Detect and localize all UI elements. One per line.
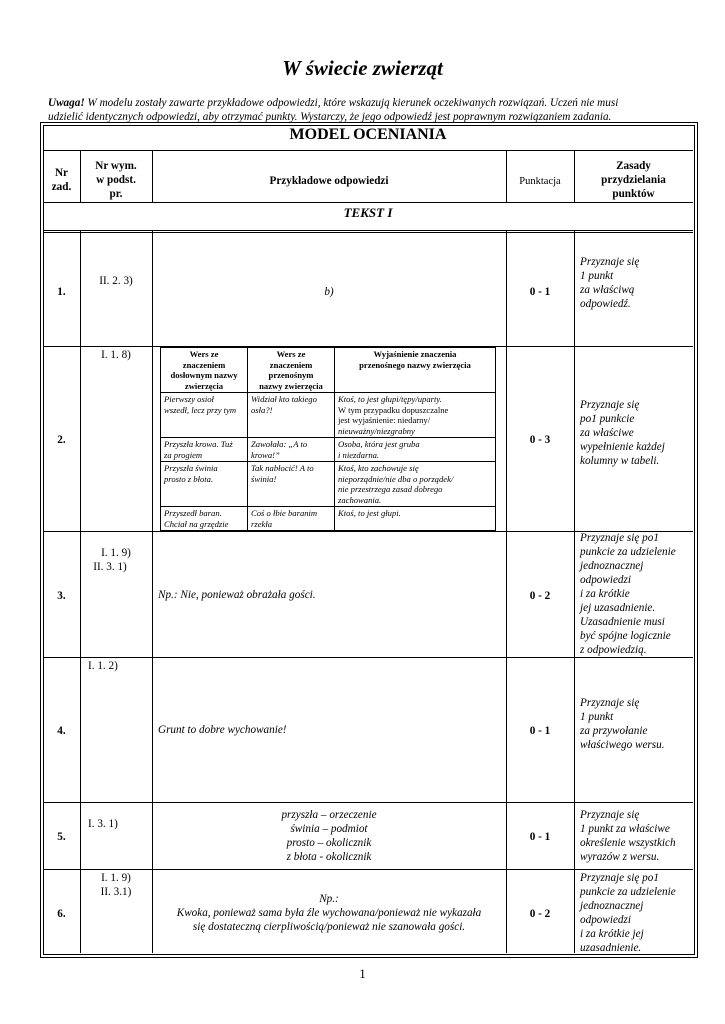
cell-line: Przyszła świnia — [164, 463, 218, 473]
inner-cell — [248, 393, 335, 438]
answer-line: z błota - okolicznik — [286, 851, 372, 863]
row-wym: I. 1. 2) — [88, 660, 118, 672]
row-rules — [580, 808, 692, 864]
row-answer: Grunt to dobre wychowanie! — [158, 724, 287, 736]
cell-line: nieuważny/niezgrabny — [338, 425, 415, 436]
divider — [43, 230, 693, 231]
row-points: 0 - 2 — [529, 908, 551, 920]
header-answers: Przykładowe odpowiedzi — [269, 175, 389, 187]
rule-line: Przyznaje się — [580, 809, 640, 821]
header-rules-line: przydzielania — [601, 174, 666, 186]
rule-line: i za krótkie — [580, 588, 630, 600]
row-rules — [580, 531, 692, 657]
inner-cell — [335, 507, 496, 531]
rule-line: jednoznacznej — [580, 900, 644, 912]
note-line2: udzielić identycznych odpowiedzi, aby otrzymać punkty. Wystarczy, że jego odpowiedź jest poprawnym rozwiązaniem zadania. — [48, 111, 612, 123]
row-wym — [80, 546, 152, 574]
rule-line: odpowiedzi — [580, 574, 631, 586]
cell-line: Ktoś, to jest głupi. — [338, 508, 401, 518]
section-title: TEKST I — [343, 205, 393, 220]
rule-line: za właściwe — [580, 427, 634, 439]
rule-line: kolumny w tabeli. — [580, 455, 660, 467]
inner-header — [248, 348, 335, 393]
cell-line: osła?! — [251, 404, 273, 415]
header-nr — [43, 166, 80, 194]
answer-line: prosto – okolicznik — [286, 837, 372, 849]
inner-header-line: zwierzęcia — [184, 380, 224, 391]
row-answer: b) — [324, 286, 334, 298]
row-answer: Np.: Nie, ponieważ obrażała gości. — [158, 589, 316, 601]
header-rules-line: Zasady — [616, 160, 651, 172]
header-wym-line: pr. — [109, 188, 123, 200]
rule-line: 1 punkt za właściwe — [580, 823, 670, 835]
row-nr: 5. — [57, 831, 66, 843]
cell-line: Przyszła krowa. Tuż — [164, 439, 233, 449]
cell-line: Chciał na grzędzie — [164, 518, 229, 529]
rule-line: 1 punkt — [580, 270, 614, 282]
cell-line: Przyszedł baran. — [164, 508, 222, 518]
answer-line: przyszła – orzeczenie — [281, 809, 377, 821]
cell-line: za progiem — [164, 449, 203, 460]
rule-line: po1 punkcie — [580, 413, 635, 425]
cell-line: Coś o łbie baranim — [251, 508, 318, 518]
cell-line: nie przestrzega zasad dobrego — [338, 484, 443, 494]
rule-line: Przyznaje się po1 — [580, 872, 659, 884]
table-row — [161, 507, 496, 531]
note-line1: W modelu zostały zawarte przykładowe odpowiedzi, które wskazują kierunek oczekiwanych rozwiązań. Uczeń nie musi — [84, 97, 619, 109]
cell-line: jest wyjaśnienie: niedarny/ — [338, 415, 431, 425]
cell-line: wszedł, lecz przy tym — [164, 404, 237, 415]
cell-line: prosto z błota. — [164, 473, 214, 484]
header-nr-line: Nr — [54, 167, 69, 179]
rule-line: być spójne logicznie — [580, 630, 671, 642]
rule-line: za przywołanie — [580, 725, 648, 737]
wym-line: II. 3.1) — [100, 886, 132, 898]
rule-line: Przyznaje się — [580, 256, 640, 268]
table-row — [161, 438, 496, 462]
animal-verses-table — [160, 347, 496, 531]
rule-line: odpowiedzi — [580, 914, 631, 926]
inner-cell — [161, 507, 248, 531]
rule-line: wyrazów z wersu. — [580, 851, 660, 863]
rule-line: uzasadnienie. — [580, 942, 642, 954]
cell-line: świnia! — [251, 473, 277, 484]
table-row — [161, 462, 496, 507]
row-nr: 2. — [57, 434, 66, 446]
cell-line: nieporządnie/nie dba o porządek/ — [338, 473, 454, 484]
model-title: MODEL OCENIANIA — [289, 126, 447, 143]
rule-line: wypełnienie każdej — [580, 441, 665, 453]
table-row — [161, 348, 496, 393]
cell-line: Widział kto takiego — [251, 394, 317, 404]
cell-line: Tak nabłocić! A to — [251, 463, 314, 473]
cell-line: Osoba, która jest gruba — [338, 439, 420, 449]
cell-line: Ktoś, kto zachowuje się — [338, 463, 419, 473]
cell-line: krowa!” — [251, 449, 280, 460]
row-wym: I. 1. 8) — [101, 349, 131, 361]
inner-cell — [248, 438, 335, 462]
row-nr: 6. — [57, 908, 66, 920]
wym-line: I. 1. 9) — [101, 547, 131, 559]
cell-line: W tym przypadku dopuszczalne — [338, 404, 449, 415]
divider — [43, 202, 693, 203]
row-wym: II. 2. 3) — [99, 275, 133, 287]
row-nr: 1. — [57, 286, 66, 298]
wym-line: I. 1. 9) — [101, 872, 131, 884]
document-title: W świecie zwierząt — [282, 56, 443, 80]
note — [48, 96, 680, 124]
table-row — [161, 393, 496, 438]
row-rules — [580, 871, 692, 955]
inner-header-line: Wyjaśnienie znaczenia — [373, 349, 457, 359]
rule-line: 1 punkt — [580, 711, 614, 723]
rule-line: z odpowiedzią. — [580, 644, 647, 656]
row-rules — [580, 398, 690, 468]
note-lead: Uwaga! — [48, 97, 85, 109]
divider — [43, 232, 693, 233]
divider — [80, 231, 81, 953]
divider — [43, 657, 693, 658]
row-wym — [80, 871, 152, 899]
inner-cell — [335, 462, 496, 507]
row-answer — [152, 808, 506, 864]
row-points: 0 - 1 — [529, 831, 551, 843]
inner-cell — [161, 462, 248, 507]
header-rules-line: punktów — [612, 188, 655, 200]
cell-line: zachowania. — [338, 494, 382, 505]
header-rules — [574, 159, 693, 201]
row-points: 0 - 1 — [529, 725, 551, 737]
inner-cell — [335, 438, 496, 462]
rule-line: i za krótkie jej — [580, 928, 644, 940]
inner-header-line: nazwy zwierzęcia — [259, 380, 323, 391]
inner-header-line: przenośnym — [268, 370, 314, 380]
row-nr: 4. — [57, 725, 66, 737]
inner-header-line: przenośnego nazwy zwierzęcia — [359, 359, 471, 370]
answer-line: Np.: — [319, 893, 339, 905]
row-nr: 3. — [57, 590, 66, 602]
inner-header — [335, 348, 496, 393]
divider — [574, 231, 575, 953]
header-wym — [80, 159, 152, 201]
row-wym: I. 3. 1) — [88, 818, 118, 830]
answer-line: Kwoka, ponieważ sama była źle wychowana/ponieważ nie wykazała — [176, 907, 482, 919]
wym-line: II. 3. 1) — [93, 561, 127, 573]
inner-cell — [248, 462, 335, 507]
row-points: 0 - 2 — [529, 590, 551, 602]
inner-header-line: Wers ze — [189, 349, 219, 359]
cell-line: rzekła — [251, 518, 273, 529]
header-nr-line: zad. — [51, 181, 72, 193]
rule-line: odpowiedź. — [580, 298, 631, 310]
rule-line: punkcie za udzielenie — [580, 546, 676, 558]
inner-header — [161, 348, 248, 393]
inner-cell — [248, 507, 335, 531]
page-number: 1 — [359, 966, 366, 981]
inner-cell — [161, 438, 248, 462]
header-wym-line: w podst. — [96, 174, 136, 186]
rule-line: określenie wszystkich — [580, 837, 676, 849]
inner-header-line: znaczeniem — [269, 359, 313, 370]
rule-line: jej uzasadnienie. — [580, 602, 656, 614]
row-points: 0 - 3 — [529, 434, 551, 446]
inner-header-line: Wers ze — [276, 349, 306, 359]
header-points: Punktacja — [519, 176, 561, 187]
rule-line: Uzasadnienie musi — [580, 616, 665, 628]
cell-line: Pierwszy osioł — [164, 394, 214, 404]
inner-header-line: znaczeniem — [182, 359, 226, 370]
inner-header-line: dosłownym nazwy — [170, 370, 238, 380]
inner-cell — [161, 393, 248, 438]
answer-line: się dostateczną cierpliwością/ponieważ nie szanowała gości. — [192, 921, 466, 933]
header-wym-line: Nr wym. — [95, 160, 137, 172]
row-rules — [580, 696, 690, 752]
inner-cell — [335, 393, 496, 438]
divider — [43, 150, 693, 151]
row-answer — [152, 892, 506, 934]
rule-line: Przyznaje się po1 — [580, 532, 659, 544]
rule-line: właściwego wersu. — [580, 739, 665, 751]
cell-line: Ktoś, to jest głupi/tępy/uparty. — [338, 394, 442, 404]
row-rules — [580, 255, 690, 311]
divider — [43, 802, 693, 803]
divider — [43, 869, 693, 870]
row-points: 0 - 1 — [529, 286, 551, 298]
cell-line: Zawołała: „A to — [251, 439, 308, 449]
rule-line: jednoznacznej — [580, 560, 644, 572]
rule-line: za właściwą — [580, 284, 635, 296]
cell-line: i niezdarna. — [338, 449, 380, 460]
rule-line: Przyznaje się — [580, 399, 640, 411]
rule-line: punkcie za udzielenie — [580, 886, 676, 898]
rule-line: Przyznaje się — [580, 697, 640, 709]
answer-line: świnia – podmiot — [290, 823, 368, 835]
